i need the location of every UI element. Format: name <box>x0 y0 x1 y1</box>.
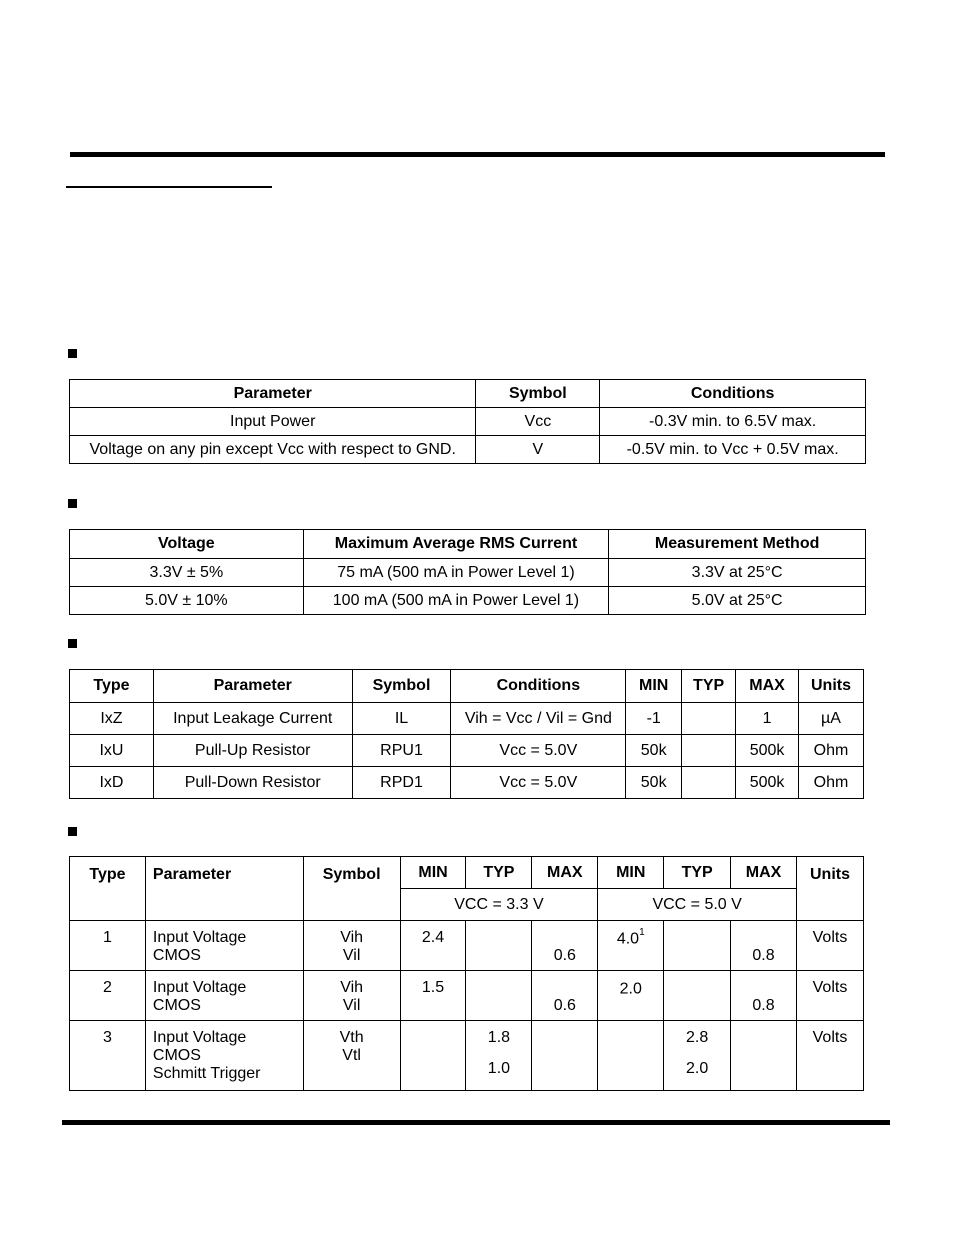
vcc-3v3-label: VCC = 3.3 V <box>400 889 598 921</box>
table-row: 5.0V ± 10% 100 mA (500 mA in Power Level 1) 5.0V at 25°C <box>70 587 866 615</box>
table-row: IxZ Input Leakage Current IL Vih = Vcc / Vil = Gnd -1 1 µA <box>70 703 864 735</box>
table-row: 1 Input Voltage CMOS Vih Vil 2.4 0.6 $4.0^1$ 0.8 Volts <box>70 921 864 971</box>
input-voltage-table: Type Parameter Symbol MIN TYP MAX MIN TYP MAX Units VCC = 3.3 V VCC = 5.0 V 1 Input Voltage CMOS Vih Vil 2.4 0.6 $4.0^1$ 0.8 Volts 2 Input Voltage CMOS Vih Vil 1.5 0.6 2.0 0.8 Volts 3 Input Voltage CMOS Schmitt Trigger Vth Vtl 1.8 1.0 2.8 2.0 Volts <box>69 856 864 1091</box>
table-row: 2 Input Voltage CMOS Vih Vil 1.5 0.6 2.0 0.8 Volts <box>70 971 864 1021</box>
bullet-icon <box>68 827 77 836</box>
col-header: Parameter <box>70 380 476 408</box>
footer-rule <box>62 1120 890 1125</box>
col-header: Voltage <box>70 530 304 559</box>
table-row: IxU Pull-Up Resistor RPU1 Vcc = 5.0V 50k 500k Ohm <box>70 735 864 767</box>
vcc-5v0-label: VCC = 5.0 V <box>598 889 797 921</box>
col-header: Measurement Method <box>609 530 866 559</box>
table-row: Input Power Vcc -0.3V min. to 6.5V max. <box>70 408 866 436</box>
dc-characteristics-table: Type Parameter Symbol Conditions MIN TYP MAX Units IxZ Input Leakage Current IL Vih = Vcc / Vil = Gnd -1 1 µA IxU Pull-Up Resistor RPU1 Vcc = 5.0V 50k 500k Ohm IxD Pull-Down Resistor RPD1 Vcc = 5.0V 50k 500k Ohm <box>69 669 864 799</box>
col-header: Conditions <box>600 380 866 408</box>
bullet-icon <box>68 349 77 358</box>
table-row: IxD Pull-Down Resistor RPD1 Vcc = 5.0V 50k 500k Ohm <box>70 767 864 799</box>
table-row: 3.3V ± 5% 75 mA (500 mA in Power Level 1) 3.3V at 25°C <box>70 559 866 587</box>
col-header: Symbol <box>476 380 600 408</box>
current-table <box>69 529 866 615</box>
section-title-underline <box>66 186 272 188</box>
header-rule <box>70 152 885 157</box>
table-row: Voltage on any pin except Vcc with respect to GND. V -0.5V min. to Vcc + 0.5V max. <box>70 436 866 464</box>
absolute-ratings-table <box>69 379 866 464</box>
footnote-marker: 1 <box>639 927 645 938</box>
table-row: 3 Input Voltage CMOS Schmitt Trigger Vth Vtl 1.8 1.0 2.8 2.0 Volts <box>70 1021 864 1091</box>
bullet-icon <box>68 639 77 648</box>
bullet-icon <box>68 499 77 508</box>
col-header: Maximum Average RMS Current <box>303 530 609 559</box>
